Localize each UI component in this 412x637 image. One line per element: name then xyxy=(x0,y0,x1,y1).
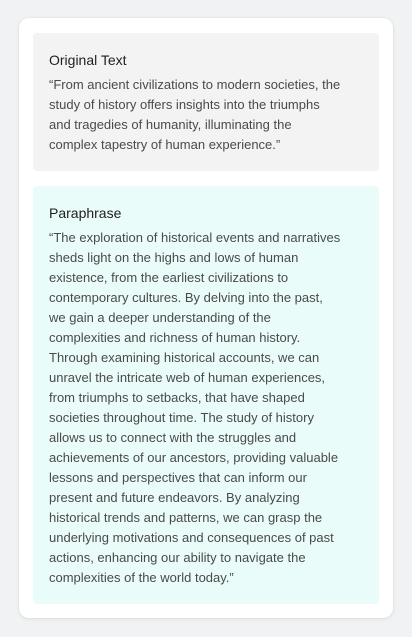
paraphrase-line: actions, enhancing our ability to navigate the xyxy=(49,550,306,565)
comparison-card xyxy=(19,18,393,618)
paraphrase-line: from triumphs to setbacks, that have shaped xyxy=(49,390,305,405)
original-text-line: complex tapestry of human experience.” xyxy=(49,137,281,152)
original-text-panel xyxy=(33,33,379,171)
paraphrase-line: Through examining historical accounts, we can xyxy=(49,350,320,365)
original-text-line: and tragedies of humanity, illuminating the xyxy=(49,117,292,132)
paraphrase-line: societies throughout time. The study of history xyxy=(49,410,314,425)
original-text-line: “From ancient civilizations to modern societies, the xyxy=(49,77,341,92)
paraphrase-body xyxy=(49,228,363,588)
paraphrase-line: lessons and perspectives that can inform our xyxy=(49,470,307,485)
paraphrase-line: achievements of our ancestors, providing valuable xyxy=(49,450,339,465)
paraphrase-line: sheds light on the highs and lows of human xyxy=(49,250,299,265)
paraphrase-line: contemporary cultures. By delving into the past, xyxy=(49,290,323,305)
paraphrase-line: unravel the intricate web of human experiences, xyxy=(49,370,326,385)
original-text-title: Original Text xyxy=(49,52,127,68)
paraphrase-line: complexities of the world today.” xyxy=(49,570,234,585)
paraphrase-line: “The exploration of historical events and narratives xyxy=(49,230,341,245)
original-text-line: study of history offers insights into the triumphs xyxy=(49,97,320,112)
paraphrase-line: existence, from the earliest civilizations to xyxy=(49,270,289,285)
paraphrase-title: Paraphrase xyxy=(49,205,122,221)
paraphrase-panel xyxy=(33,186,379,604)
paraphrase-line: complexities and richness of human history. xyxy=(49,330,301,345)
paraphrase-line: underlying motivations and consequences of past xyxy=(49,530,334,545)
paraphrase-line: present and future endeavors. By analyzing xyxy=(49,490,300,505)
paraphrase-line: we gain a deeper understanding of the xyxy=(49,310,271,325)
paraphrase-line: allows us to connect with the struggles and xyxy=(49,430,297,445)
paraphrase-line: historical trends and patterns, we can grasp the xyxy=(49,510,323,525)
original-text-body xyxy=(49,75,363,155)
